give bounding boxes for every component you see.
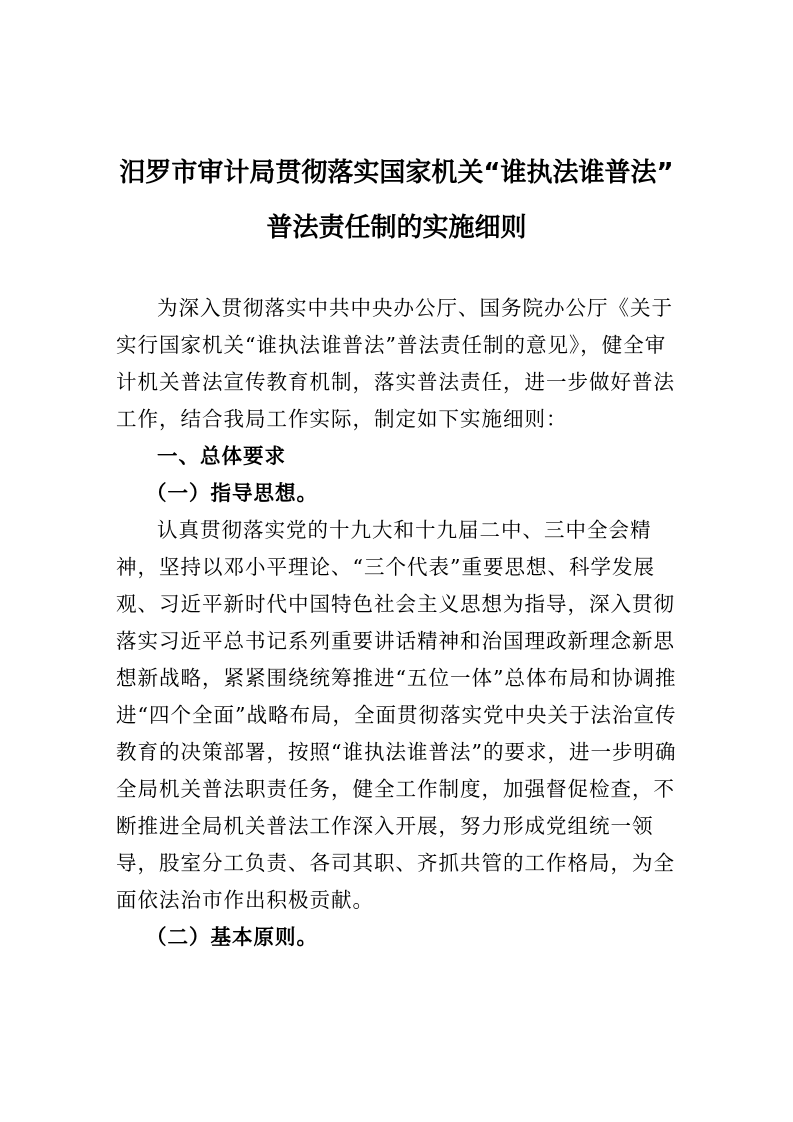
document-title-line-1: 汨罗市审计局贯彻落实国家机关“谁执法谁普法” [119,158,674,188]
document-body [116,290,681,956]
subsection-heading-basic-principles: （二）基本原则。 [146,925,318,949]
subsection-heading-guiding-thought: （一）指导思想。 [146,481,318,505]
section-heading-general-requirements: 一、总体要求 [157,444,286,468]
intro-paragraph: 为深入贯彻落实中共中央办公厅、国务院办公厅《关于实行国家机关“谁执法谁普法”普法责任制的意见》，健全审计机关普法宣传教育机制，落实普法责任，进一步做好普法工作，结合我局工作实际，制定如下实施细则： [116,296,675,431]
document-title-line-2: 普法责任制的实施细则 [266,213,527,243]
guiding-thought-paragraph: 认真贯彻落实党的十九大和十九届二中、三中全会精神，坚持以邓小平理论、“三个代表”重要思想、科学发展观、习近平新时代中国特色社会主义思想为指导，深入贯彻落实习近平总书记系列重要讲话精神和治国理政新理念新思想新战略，紧紧围绕统筹推进“五位一体”总体布局和协调推进“四个全面”战略布局，全面贯彻落实党中央关于法治宣传教育的决策部署，按照“谁执法谁普法”的要求，进一步明确全局机关普法职责任务，健全工作制度，加强督促检查，不断推进全局机关普法工作深入开展，努力形成党组统一领导，股室分工负责、各司其职、齐抓共管的工作格局，为全面依法治市作出积极贡献。 [116,518,677,912]
